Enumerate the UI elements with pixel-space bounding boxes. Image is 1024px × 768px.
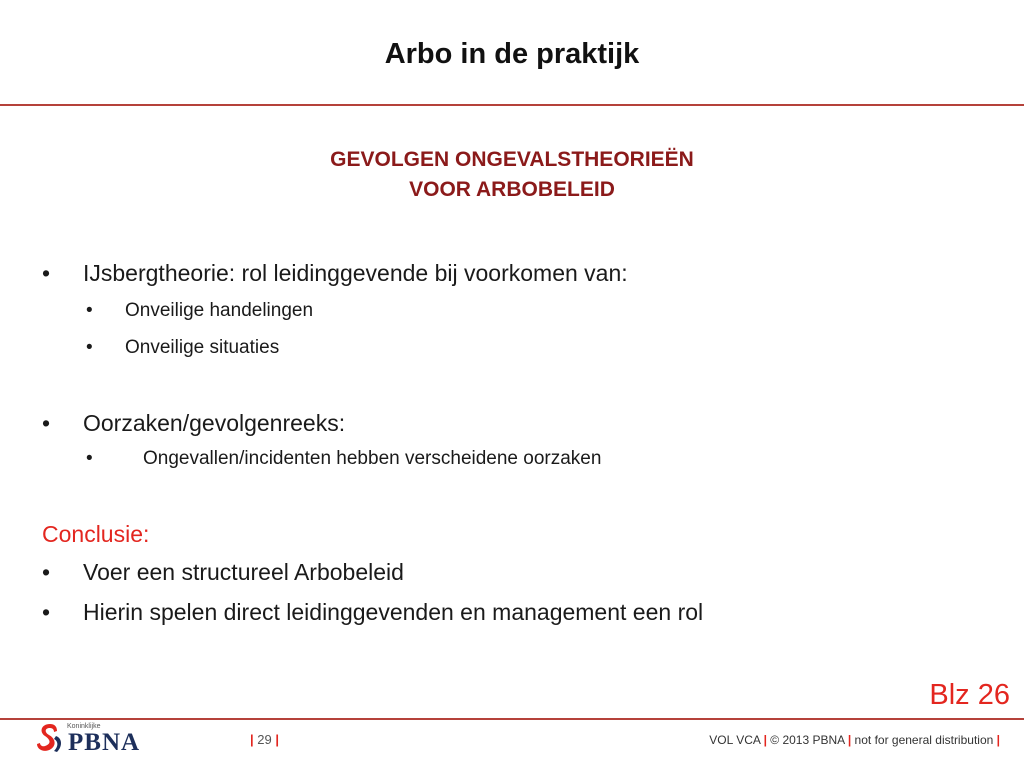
pbna-logo (36, 722, 146, 756)
bullet-oorzaken: • Oorzaken/gevolgenreeks: (42, 408, 1004, 438)
footer-copyright: © 2013 PBNA (770, 733, 845, 747)
page-reference: Blz 26 (929, 679, 1010, 711)
subtitle-line-2: VOOR ARBOBELEID (409, 178, 615, 201)
pipe-separator: | (996, 733, 1000, 747)
conclusie-label: Conclusie: (42, 521, 150, 547)
footer-distribution: not for general distribution (854, 733, 994, 747)
bullet-ijsbergtheorie: • IJsbergtheorie: rol leidinggevende bij voorkomen van: (42, 258, 1004, 288)
subtitle-line-1: GEVOLGEN ONGEVALSTHEORIEËN (330, 148, 694, 171)
sub-bullet-onveilige-handelingen: • Onveilige handelingen (42, 298, 1004, 324)
pipe-separator: | (763, 733, 767, 747)
sub-bullet-ongevallen: • Ongevallen/incidenten hebben verscheidene oorzaken (42, 446, 1004, 472)
page-number: 29 (257, 732, 272, 747)
slide-content (42, 258, 1004, 627)
footer-text (709, 733, 1000, 747)
bullet-conclusie-2: • Hierin spelen direct leidinggevenden en management een rol (42, 597, 1004, 627)
footer-course: VOL VCA (709, 733, 761, 747)
pipe-separator: | (847, 733, 852, 747)
logo-subtext: Koninklijke (67, 723, 101, 730)
pipe-separator: | (250, 732, 254, 747)
bullet-conclusie-1: • Voer een structureel Arbobeleid (42, 557, 1004, 587)
footer-divider (0, 718, 1024, 720)
page-number-block (250, 732, 279, 747)
slide-title: Arbo in de praktijk (384, 38, 640, 70)
pipe-separator: | (275, 732, 279, 747)
pbna-logo-icon (36, 722, 66, 754)
logo-wordmark: PBNA (68, 729, 141, 756)
sub-bullet-onveilige-situaties: • Onveilige situaties (42, 335, 1004, 361)
title-divider (0, 104, 1024, 106)
slide-subtitle (0, 145, 1024, 205)
